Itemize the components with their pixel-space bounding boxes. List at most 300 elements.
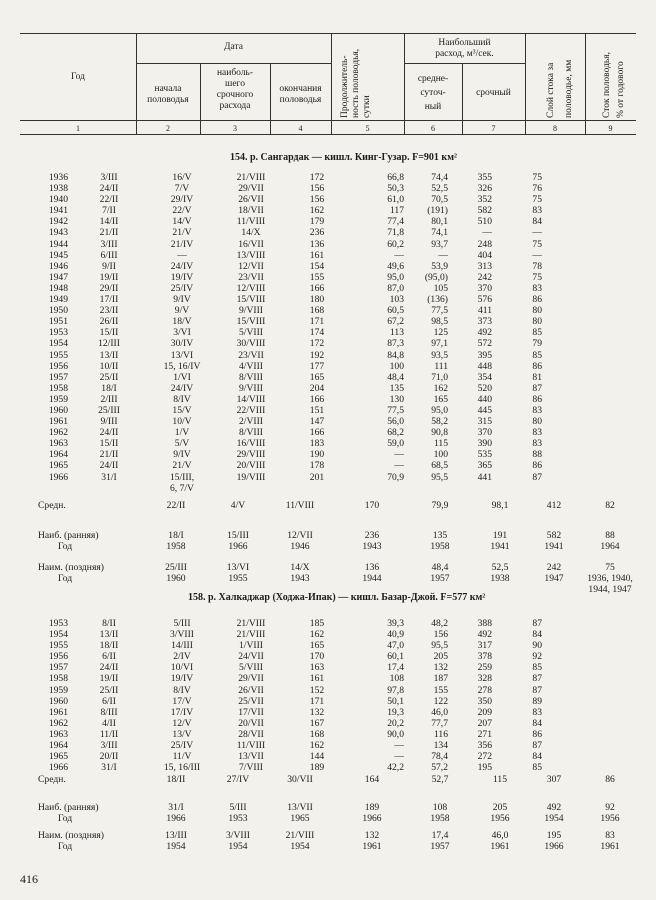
table-cell: 56,0 <box>387 416 404 428</box>
table-cell: 1945 <box>48 249 68 261</box>
table-cell: — <box>394 751 404 763</box>
table-cell: 25/III <box>98 404 120 416</box>
table-cell: 19/IV <box>170 673 194 685</box>
table-cell: 30/IV <box>170 338 194 350</box>
table-cell: 352 <box>477 194 492 206</box>
table-cell: 162 <box>309 740 325 752</box>
table-cell: 49,6 <box>387 260 404 272</box>
table-cell: 14/VIII <box>236 393 266 405</box>
summary-value: 46,0 <box>491 830 509 841</box>
table-cell: 21/VIII <box>236 172 266 183</box>
table-cell: 1956 <box>48 651 68 663</box>
summary-year: 1958 <box>430 541 450 552</box>
table-cell: 355 <box>477 172 492 183</box>
table-cell: 1964 <box>48 740 68 752</box>
table-cell: 5/III <box>173 618 191 629</box>
table-cell: 84,8 <box>387 349 404 361</box>
table-cell: 205 <box>433 651 448 663</box>
table-cell: 24/II <box>99 427 119 439</box>
summary-year: 1943 <box>290 573 310 584</box>
colnum: 9 <box>608 124 613 133</box>
table-cell: 1954 <box>48 338 68 350</box>
table-cell: 1941 <box>48 205 68 217</box>
table-row <box>30 305 542 316</box>
table-cell: 189 <box>309 762 325 774</box>
table-cell: 9/III <box>100 416 118 428</box>
table-cell: 155 <box>433 684 448 696</box>
table-cell: 8/IV <box>173 393 191 405</box>
table-cell <box>288 483 346 494</box>
table-cell: 1966 <box>48 762 68 774</box>
table-cell: 248 <box>477 238 492 250</box>
header-daily-line: средне- <box>417 74 449 84</box>
table-cell: 278 <box>477 684 492 696</box>
table-cell: 370 <box>477 282 492 294</box>
header-share <box>600 52 628 118</box>
table-cell: 14/V <box>172 216 192 228</box>
table-cell: 60,1 <box>387 651 404 663</box>
col-divider <box>525 33 526 134</box>
table-cell: 156 <box>309 183 325 195</box>
summary-value: 31/I <box>168 802 184 813</box>
table-cell: 440 <box>477 393 492 405</box>
table-cell: 195 <box>477 762 492 774</box>
table-cell: 17,4 <box>387 662 404 674</box>
table-cell: 134 <box>433 740 448 752</box>
table-row <box>30 394 542 405</box>
table-row <box>30 361 542 372</box>
table-row <box>30 216 542 227</box>
table-cell: 86 <box>532 460 542 472</box>
table-cell <box>492 483 542 494</box>
table-cell: 108 <box>389 673 404 685</box>
table-cell: 29/VII <box>238 673 264 685</box>
table-cell: 1956 <box>48 360 68 372</box>
table-cell: 11/II <box>99 728 119 740</box>
table-cell: 80,1 <box>431 216 448 228</box>
summary-value: 412 <box>546 500 562 511</box>
table-cell: 151 <box>309 404 325 416</box>
table-cell: 17/II <box>99 294 119 306</box>
colnum: 7 <box>491 124 496 133</box>
summary-value: 52,5 <box>491 562 509 573</box>
summary-value: 115 <box>492 774 508 785</box>
table-cell: 378 <box>477 651 492 663</box>
table-cell: 520 <box>477 382 492 394</box>
header-peak-line: срочного <box>216 90 254 100</box>
table-row <box>30 640 542 651</box>
table-cell: 156 <box>433 629 448 641</box>
table-cell: 15/III, <box>169 471 195 483</box>
table-cell: (95,0) <box>424 271 448 283</box>
summary-value: 492 <box>546 802 562 813</box>
table-cell: 22/VIII <box>236 404 266 416</box>
table-cell: 572 <box>477 338 492 350</box>
summary-year: 1958 <box>430 813 450 824</box>
table-cell: 21/V <box>172 460 192 472</box>
table-cell: 20,2 <box>387 717 404 729</box>
table-row <box>30 294 542 305</box>
summary-label: Год <box>58 841 73 852</box>
table-cell: 350 <box>477 695 492 707</box>
table-cell: 3/III <box>100 172 118 183</box>
table-cell: 87 <box>532 740 542 752</box>
table-cell: 6/III <box>100 249 118 261</box>
table-cell: 24/II <box>99 183 119 195</box>
table-cell: 1963 <box>48 438 68 450</box>
table-cell: 163 <box>309 662 325 674</box>
header-end-line: половодья <box>279 95 322 105</box>
summary-year: 1954 <box>544 813 564 824</box>
table-cell: 1961 <box>48 706 68 718</box>
summary-value: 13/III <box>165 830 187 841</box>
table-cell: 162 <box>309 205 325 217</box>
header-peak-line: расхода <box>219 101 251 111</box>
table-cell: 172 <box>309 172 325 183</box>
summary-value: 3/VIII <box>226 830 250 841</box>
table-cell: 42,2 <box>387 762 404 774</box>
table-cell: 271 <box>477 728 492 740</box>
table-cell: 1954 <box>48 629 68 641</box>
summary-value: 170 <box>364 500 380 511</box>
table-cell: — <box>394 449 404 461</box>
header-start <box>136 84 200 106</box>
table-row <box>30 483 542 494</box>
table-cell: 183 <box>309 438 325 450</box>
summary-value: 13/VII <box>287 802 313 813</box>
table-cell: 57,2 <box>431 762 448 774</box>
table-cell: 1965 <box>48 460 68 472</box>
table-cell: 510 <box>477 216 492 228</box>
table-cell <box>448 483 492 494</box>
summary-year: 1946 <box>290 541 310 552</box>
table-cell: 21/V <box>172 227 192 239</box>
table-cell: 75 <box>532 271 542 283</box>
table-cell: 19/IV <box>170 271 194 283</box>
table-row <box>30 272 542 283</box>
table-row <box>30 283 542 294</box>
table-cell: — <box>438 249 448 261</box>
header-duration-line: Продолжитель- <box>340 55 350 118</box>
summary-year: 1954 <box>290 841 310 852</box>
page-number: 416 <box>20 872 38 886</box>
table-cell: 13/II <box>99 349 119 361</box>
table-cell: 395 <box>477 349 492 361</box>
summary-value: 27/IV <box>226 774 250 785</box>
table-cell: 356 <box>477 740 492 752</box>
summary-label: Год <box>58 813 73 824</box>
table-cell: 86 <box>532 728 542 740</box>
summary-value: 98,1 <box>491 500 509 511</box>
table-cell: 404 <box>477 249 492 261</box>
table-cell: 83 <box>532 706 542 718</box>
table-cell: 60,2 <box>387 238 404 250</box>
table-cell: 236 <box>309 227 325 239</box>
table-cell: 1955 <box>48 349 68 361</box>
table-row <box>30 405 542 416</box>
table-cell: 15, 16/IV <box>163 360 201 372</box>
table-cell: 84 <box>532 629 542 641</box>
table-row <box>30 618 542 629</box>
table-cell: 53,9 <box>431 260 448 272</box>
table-cell: 87 <box>532 684 542 696</box>
summary-value: 25/III <box>165 562 187 573</box>
table-cell: 19/VIII <box>236 471 266 483</box>
table-cell: 68,5 <box>431 460 448 472</box>
summary-year: 1957 <box>430 841 450 852</box>
summary-value: 79,9 <box>431 500 449 511</box>
table-cell: 132 <box>433 662 448 674</box>
table-cell: 8/VIII <box>239 427 263 439</box>
table-cell: 95,0 <box>387 271 404 283</box>
table-cell: 16/V <box>172 172 192 183</box>
summary-label: Год <box>58 573 73 584</box>
table-row <box>30 438 542 449</box>
section-title-154: 154. р. Сангардак — кишл. Кинг-Гузар. F=901 км² <box>230 152 457 163</box>
table-cell: 6/II <box>102 695 116 707</box>
summary-year: 1936, 1940, <box>587 573 633 584</box>
table-cell: 582 <box>477 205 492 217</box>
table-cell: 16/VIII <box>236 438 266 450</box>
table-cell: 190 <box>309 449 325 461</box>
header-maxflow-line: Наибольший <box>438 38 491 48</box>
table-cell: 1961 <box>48 416 68 428</box>
table-cell: 25/IV <box>170 282 194 294</box>
summary-label: Средн. <box>38 500 66 511</box>
table-cell: 492 <box>477 629 492 641</box>
summary-year: 1953 <box>228 813 248 824</box>
table-cell: 40,9 <box>387 629 404 641</box>
table-cell: 147 <box>309 416 325 428</box>
table-cell: 90,8 <box>431 427 448 439</box>
table-cell: — <box>482 227 492 239</box>
table-cell: 317 <box>477 640 492 652</box>
table-cell: — <box>394 460 404 472</box>
table-cell: 9/V <box>174 305 190 317</box>
summary-label: Наим. (поздняя) <box>38 562 104 573</box>
table-cell: 11/VIII <box>236 740 266 752</box>
header-date: Дата <box>224 42 243 52</box>
table-cell: 29/IV <box>170 194 194 206</box>
table-row <box>30 449 542 460</box>
table-row <box>30 696 542 707</box>
table-cell: 209 <box>477 706 492 718</box>
table-cell: 83 <box>532 427 542 439</box>
table-cell: 87 <box>532 673 542 685</box>
table-cell: 24/II <box>99 460 119 472</box>
summary-label: Наиб. (ранняя) <box>38 530 99 541</box>
table-row <box>30 673 542 684</box>
summary-value: 82 <box>605 500 615 511</box>
table-cell: 18/VII <box>238 205 264 217</box>
table-cell: 201 <box>309 471 325 483</box>
table-cell: 2/III <box>100 393 118 405</box>
summary-year: 1947 <box>544 573 564 584</box>
table-cell: 24/IV <box>170 260 194 272</box>
summary-year: 1943 <box>362 541 382 552</box>
table-cell: 1964 <box>48 449 68 461</box>
table-cell: 1936 <box>48 172 68 183</box>
table-cell: 105 <box>433 282 448 294</box>
table-cell: 70,5 <box>431 194 448 206</box>
table-cell <box>404 483 448 494</box>
table-cell: 95,0 <box>431 404 448 416</box>
date-subrule <box>136 63 331 64</box>
summary-value: 30/VII <box>287 774 313 785</box>
table-cell: 24/II <box>99 662 119 674</box>
table-cell: 166 <box>309 427 325 439</box>
table-cell: 132 <box>309 706 325 718</box>
table-cell: 61,0 <box>387 194 404 206</box>
table-cell: 170 <box>309 651 325 663</box>
table-cell: 174 <box>309 327 325 339</box>
header-duration <box>340 49 373 118</box>
table-cell: 165 <box>309 640 325 652</box>
table-cell: 390 <box>477 438 492 450</box>
table-cell: 75 <box>532 172 542 183</box>
table-cell: 165 <box>433 393 448 405</box>
summary-year: 1961 <box>600 841 620 852</box>
table-cell: 85 <box>532 662 542 674</box>
table-cell: 116 <box>433 728 448 740</box>
table-cell: 12/V <box>172 717 192 729</box>
data-table-158 <box>30 618 542 773</box>
table-cell: 354 <box>477 371 492 383</box>
table-cell: 93,5 <box>431 349 448 361</box>
table-cell: 81 <box>532 371 542 383</box>
summary-value: 236 <box>364 530 380 541</box>
table-cell: 328 <box>477 673 492 685</box>
summary-value: 88 <box>605 530 615 541</box>
table-cell: 8/III <box>100 706 118 718</box>
table-cell: 180 <box>309 294 325 306</box>
table-cell: 87 <box>532 618 542 629</box>
table-cell: 448 <box>477 360 492 372</box>
table-cell: 136 <box>309 238 325 250</box>
table-cell <box>30 483 68 494</box>
table-cell: 13/VI <box>170 349 194 361</box>
table-row <box>30 250 542 261</box>
table-row <box>30 662 542 673</box>
header-start-line: начала <box>154 84 182 94</box>
table-cell: 77,4 <box>387 216 404 228</box>
flow-subrule <box>404 63 525 64</box>
table-cell: 207 <box>477 717 492 729</box>
table-cell: 135 <box>389 382 404 394</box>
summary-year: 1941 <box>544 541 564 552</box>
summary-value: 132 <box>364 830 380 841</box>
table-cell: 87 <box>532 471 542 483</box>
table-row <box>30 685 542 696</box>
table-cell: 100 <box>389 360 404 372</box>
table-cell: 24/VII <box>238 651 264 663</box>
table-row <box>30 416 542 427</box>
table-cell: 6, 7/V <box>170 482 194 494</box>
table-cell: 15/VIII <box>236 294 266 306</box>
table-cell: 66,8 <box>387 172 404 183</box>
summary-value: 191 <box>492 530 508 541</box>
table-cell: 74,4 <box>431 172 448 183</box>
header-peak-line: наиболь- <box>216 68 254 78</box>
table-cell: 15/VIII <box>236 316 266 328</box>
table-cell: 5/VIII <box>239 662 263 674</box>
table-cell: 15/II <box>99 438 119 450</box>
header-year: Год <box>71 72 85 82</box>
summary-value: 4/V <box>230 500 246 511</box>
summary-year: 1954 <box>166 841 186 852</box>
data-table-154 <box>30 172 542 494</box>
table-cell: 165 <box>309 371 325 383</box>
table-cell: 1942 <box>48 216 68 228</box>
table-cell: 315 <box>477 416 492 428</box>
table-cell: 1946 <box>48 260 68 272</box>
table-cell: 1940 <box>48 194 68 206</box>
table-cell: 26/II <box>99 316 119 328</box>
table-cell: 23/VII <box>238 271 264 283</box>
table-row <box>30 350 542 361</box>
table-cell: 19/II <box>99 673 119 685</box>
header-runoff <box>542 60 578 118</box>
header-peak <box>200 68 270 112</box>
table-cell: 19/II <box>99 271 119 283</box>
colnum-rule <box>20 134 636 135</box>
table-cell: 388 <box>477 618 492 629</box>
table-cell: 9/II <box>102 260 116 272</box>
table-cell: 154 <box>309 260 325 272</box>
table-cell: 75 <box>532 238 542 250</box>
summary-value: 52,7 <box>431 774 449 785</box>
table-cell: 161 <box>309 249 325 261</box>
table-cell: 67,2 <box>387 316 404 328</box>
col-divider <box>331 33 332 134</box>
table-cell: 93,7 <box>431 238 448 250</box>
table-cell: 60,5 <box>387 305 404 317</box>
table-row <box>30 316 542 327</box>
table-cell: 31/I <box>101 471 117 483</box>
table-cell <box>346 483 404 494</box>
table-cell: 77,5 <box>431 305 448 317</box>
summary-year: 1957 <box>430 573 450 584</box>
table-row <box>30 172 542 183</box>
summary-year: 1960 <box>166 573 186 584</box>
table-cell: 90,0 <box>387 728 404 740</box>
table-cell: — <box>532 227 542 239</box>
table-cell: 15/V <box>172 404 192 416</box>
col-divider <box>585 33 586 134</box>
table-cell: 85 <box>532 349 542 361</box>
table-row <box>30 651 542 662</box>
table-cell: (136) <box>427 294 448 306</box>
table-cell: 3/III <box>100 238 118 250</box>
table-cell: 17/IV <box>170 706 194 718</box>
table-cell: 80 <box>532 316 542 328</box>
table-cell: 20/VIII <box>236 460 266 472</box>
summary-value: 242 <box>546 562 562 573</box>
header-runoff-line: Слой стока за <box>546 62 556 118</box>
table-cell: 48,2 <box>431 618 448 629</box>
summary-year: 1961 <box>490 841 510 852</box>
table-cell: 86 <box>532 294 542 306</box>
summary-value: 15/III <box>227 530 249 541</box>
table-cell: 2/IV <box>173 651 191 663</box>
table-cell: 156 <box>309 194 325 206</box>
table-row <box>30 183 542 194</box>
table-cell: 1958 <box>48 673 68 685</box>
summary-year: 1944 <box>362 573 382 584</box>
table-cell: 12/III <box>98 338 120 350</box>
table-cell: 23/II <box>99 305 119 317</box>
table-cell: — <box>177 249 187 261</box>
